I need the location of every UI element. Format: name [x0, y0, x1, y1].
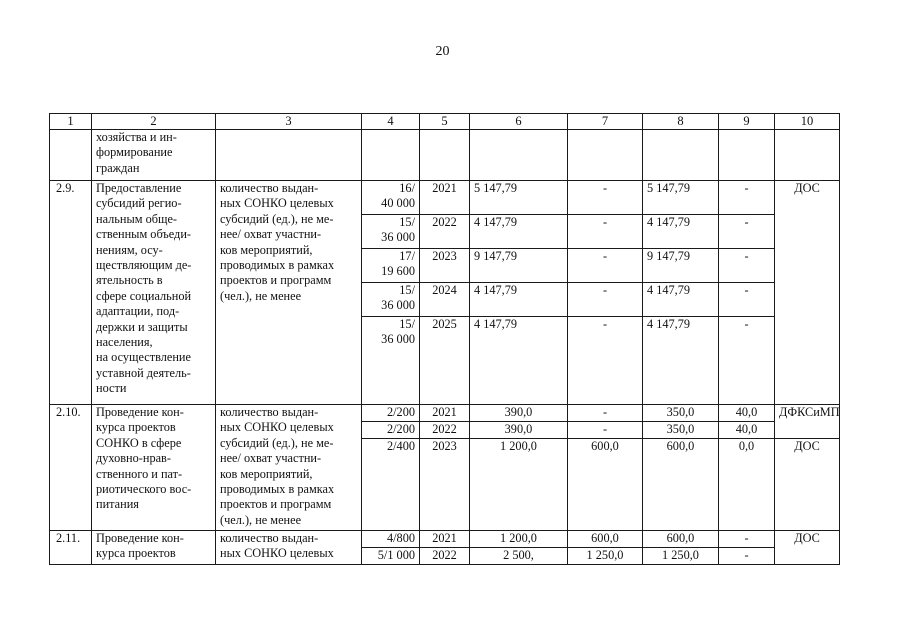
indicator-value: 15/ 36 000 — [362, 317, 420, 351]
other-amount: 40,0 — [719, 422, 775, 439]
indicator-line: нее/ охват участни- — [220, 227, 322, 242]
name-line: субсидий регио- — [96, 196, 182, 211]
indicator-value: 2/200 — [362, 422, 420, 439]
indicator-value: 2/400 — [362, 439, 420, 531]
indicator-line: ных СОНКО целевых — [220, 546, 334, 561]
indicator-line: ков мероприятий, — [220, 242, 313, 257]
indicator — [216, 181, 362, 405]
indicator-value: 2/200 — [362, 405, 420, 422]
indicator-line: (чел.), не менее — [220, 512, 302, 527]
program-table — [49, 113, 840, 565]
name-line: ществляющим де- — [96, 258, 192, 273]
name-line: риотического вос- — [96, 482, 192, 497]
regional-amount: 350,0 — [643, 405, 719, 422]
regional-amount: 600,0 — [643, 439, 719, 531]
federal-amount: 1 250,0 — [568, 548, 643, 565]
year: 2025 — [420, 317, 470, 351]
other-amount: 0,0 — [719, 439, 775, 531]
executor: ДОС — [775, 531, 840, 565]
year: 2021 — [420, 181, 470, 215]
indicator-line: субсидий (ед.), не ме- — [220, 211, 334, 226]
name-line: ственным объеди- — [96, 227, 191, 242]
item-number: 2.11. — [50, 531, 92, 565]
name-line: ственного и пат- — [96, 466, 183, 481]
other-amount: - — [719, 283, 775, 317]
year: 2021 — [420, 531, 470, 548]
executor: ДФКСиМП — [775, 405, 840, 439]
year: 2022 — [420, 215, 470, 249]
year: 2024 — [420, 283, 470, 317]
regional-amount: 4 147,79 — [643, 215, 719, 249]
name-line: адаптации, под- — [96, 304, 180, 319]
continuation-row — [50, 130, 840, 181]
other-amount: - — [719, 215, 775, 249]
regional-amount: 5 147,79 — [643, 181, 719, 215]
total-amount: 9 147,79 — [470, 249, 568, 283]
total-amount: 5 147,79 — [470, 181, 568, 215]
regional-amount: 350,0 — [643, 422, 719, 439]
name-line: нальным обще- — [96, 211, 178, 226]
indicator-line: ных СОНКО целевых — [220, 420, 334, 435]
page-number: 20 — [435, 44, 450, 59]
col-header-10: 10 — [775, 114, 840, 130]
name-line: уставной деятель- — [96, 365, 191, 380]
indicator-line: проводимых в рамках — [220, 258, 335, 273]
federal-amount: - — [568, 422, 643, 439]
indicator-line: проводимых в рамках — [220, 482, 335, 497]
indicator-line: количество выдан- — [220, 531, 319, 545]
name-line: Предоставление — [96, 181, 182, 195]
name-line: сфере социальной — [96, 288, 192, 303]
header-row — [50, 114, 840, 130]
name-line: хозяйства и ин- — [96, 130, 177, 144]
federal-amount: - — [568, 215, 643, 249]
indicator — [216, 405, 362, 531]
federal-amount: - — [568, 249, 643, 283]
indicator-line: ков мероприятий, — [220, 466, 313, 481]
regional-amount: 9 147,79 — [643, 249, 719, 283]
cont-name-cell — [92, 130, 216, 181]
federal-amount: 600,0 — [568, 439, 643, 531]
other-amount: - — [719, 317, 775, 351]
year: 2023 — [420, 439, 470, 531]
col-header-9: 9 — [719, 114, 775, 130]
indicator-line: субсидий (ед.), не ме- — [220, 435, 334, 450]
total-amount: 390,0 — [470, 422, 568, 439]
indicator-value: 15/ 36 000 — [362, 215, 420, 249]
indicator-value: 17/ 19 600 — [362, 249, 420, 283]
federal-amount: - — [568, 283, 643, 317]
item-number: 2.9. — [50, 181, 92, 405]
col-header-3: 3 — [216, 114, 362, 130]
year: 2022 — [420, 422, 470, 439]
item-number: 2.10. — [50, 405, 92, 531]
total-amount: 4 147,79 — [470, 317, 568, 351]
indicator-line: нее/ охват участни- — [220, 451, 322, 466]
year: 2021 — [420, 405, 470, 422]
federal-amount: 600,0 — [568, 531, 643, 548]
name-line: граждан — [96, 160, 140, 175]
federal-amount: - — [568, 181, 643, 215]
executor: ДОС — [775, 181, 840, 405]
regional-amount: 1 250,0 — [643, 548, 719, 565]
name-line: держки и защиты — [96, 319, 188, 334]
indicator-line: количество выдан- — [220, 405, 319, 419]
cont-no-cell — [50, 130, 92, 181]
indicator-line: (чел.), не менее — [220, 288, 302, 303]
col-header-1: 1 — [50, 114, 92, 130]
indicator-line: проектов и программ — [220, 273, 332, 288]
item-name — [92, 531, 216, 565]
col-header-4: 4 — [362, 114, 420, 130]
total-amount: 390,0 — [470, 405, 568, 422]
name-line: населения, — [96, 335, 153, 350]
indicator-value: 15/ 36 000 — [362, 283, 420, 317]
name-line: питания — [96, 497, 139, 512]
regional-amount: 600,0 — [643, 531, 719, 548]
indicator-line: количество выдан- — [220, 181, 319, 195]
other-amount: - — [719, 548, 775, 565]
other-amount: - — [719, 531, 775, 548]
regional-amount: 4 147,79 — [643, 317, 719, 351]
total-amount: 1 200,0 — [470, 531, 568, 548]
total-amount: 4 147,79 — [470, 215, 568, 249]
name-line: СОНКО в сфере — [96, 435, 182, 450]
year: 2022 — [420, 548, 470, 565]
indicator — [216, 531, 362, 565]
regional-amount: 4 147,79 — [643, 283, 719, 317]
name-line: формирование — [96, 145, 173, 160]
year: 2023 — [420, 249, 470, 283]
name-line: ности — [96, 381, 127, 396]
col-header-7: 7 — [568, 114, 643, 130]
col-header-8: 8 — [643, 114, 719, 130]
total-amount: 4 147,79 — [470, 283, 568, 317]
table-row — [50, 531, 840, 548]
name-line: ятельность в — [96, 273, 163, 288]
name-line: на осуществление — [96, 350, 191, 365]
indicator-line: проектов и программ — [220, 497, 332, 512]
name-line: курса проектов — [96, 546, 176, 561]
indicator-value: 16/ 40 000 — [362, 181, 420, 215]
total-amount: 2 500, — [470, 548, 568, 565]
other-amount: - — [719, 181, 775, 215]
indicator-line: ных СОНКО целевых — [220, 196, 334, 211]
federal-amount: - — [568, 405, 643, 422]
col-header-6: 6 — [470, 114, 568, 130]
item-name — [92, 181, 216, 405]
other-amount: 40,0 — [719, 405, 775, 422]
federal-amount: - — [568, 317, 643, 351]
table-row — [50, 405, 840, 422]
item-name — [92, 405, 216, 531]
col-header-2: 2 — [92, 114, 216, 130]
indicator-value: 5/1 000 — [362, 548, 420, 565]
name-line: Проведение кон- — [96, 531, 184, 545]
name-line: духовно-нрав- — [96, 451, 171, 466]
name-line: курса проектов — [96, 420, 176, 435]
table-row — [50, 181, 840, 215]
total-amount: 1 200,0 — [470, 439, 568, 531]
name-line: нениям, осу- — [96, 242, 163, 257]
other-amount: - — [719, 249, 775, 283]
name-line: Проведение кон- — [96, 405, 184, 419]
executor: ДОС — [775, 439, 840, 531]
indicator-value: 4/800 — [362, 531, 420, 548]
col-header-5: 5 — [420, 114, 470, 130]
